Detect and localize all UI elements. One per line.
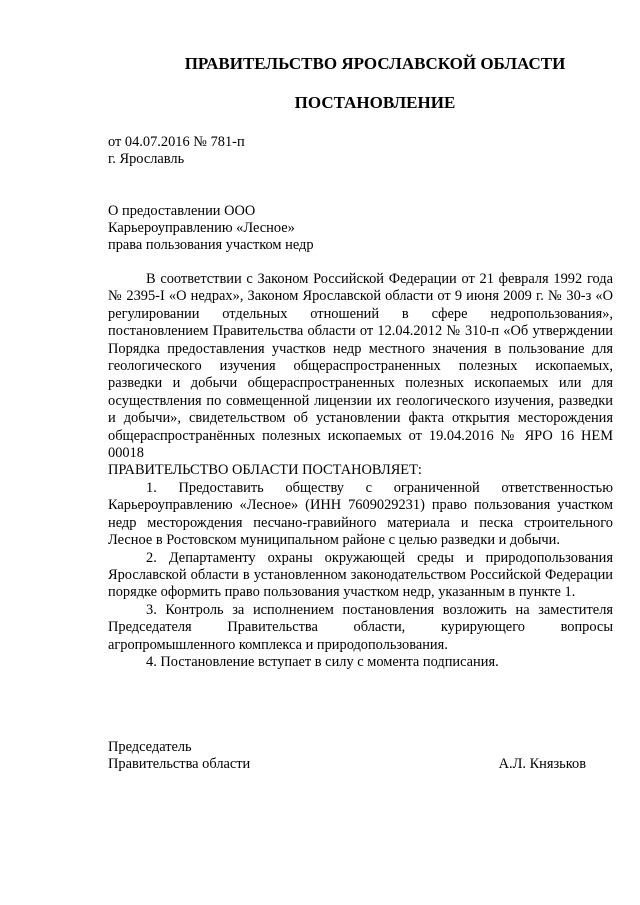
decree-statement: ПРАВИТЕЛЬСТВО ОБЛАСТИ ПОСТАНОВЛЯЕТ: [108,462,422,479]
item-3-paragraph: 3. Контроль за исполнением постановления возложить на заместителя Председателя Правительства области, курирующего вопросы агропромышленного комплекса и природопользования. [108,601,613,653]
item-1-paragraph: 1. Предоставить обществу с ограниченной ответственностью Карьероуправлению «Лесное» (ИНН 7609029231) право пользования участком недр месторождения песчано-гравийного материала и песка строительного Лесное в Ростовском муниципальном районе с целью разведки и добычи. [108,479,613,549]
subject-line-3: права пользования участком недр [108,237,314,253]
document-body [108,271,613,671]
city: г. Ярославль [108,151,185,167]
item-4-paragraph: 4. Постановление вступает в силу с момента подписания. [146,653,499,670]
date-number: от 04.07.2016 № 781-п [108,134,245,150]
preamble-paragraph: В соответствии с Законом Российской Федерации от 21 февраля 1992 года № 2395-I «О недрах», Законом Ярославской области от 9 июня 2009 г. № 30-з «О регулировании отдельных отношений в сфере недропользования», постановлением Правительства области от 12.04.2012 № 310-п «Об утверждении Порядка предоставления участков недр местного значения в пользование для геологического изучения общераспространенных полезных ископаемых, разведки и добычи общераспространенных полезных ископаемых или для осуществления по совмещенной лицензии их геологического изучения, разведки и добычи», свидетельством об установлении факта открытия месторождения общераспространённых полезных ископаемых от 19.04.2016 № ЯРО 16 НЕМ 00018 [108,271,613,462]
signatory-title-line-1: Председатель [108,739,192,755]
signatory-name: А.Л. Князьков [498,756,586,772]
subject-line-1: О предоставлении ООО [108,203,256,219]
item-2-paragraph: 2. Департаменту охраны окружающей среды и природопользования Ярославской области в установленном законодательством Российской Федерации порядке оформить право пользования участком недр, указанным в пункте 1. [108,549,613,601]
signatory-title-line-2: Правительства области [108,756,251,772]
document-type-title: ПОСТАНОВЛЕНИЕ [294,93,456,112]
subject-line-2: Карьероуправлению «Лесное» [108,220,295,236]
government-title: ПРАВИТЕЛЬСТВО ЯРОСЛАВСКОЙ ОБЛАСТИ [184,54,566,73]
